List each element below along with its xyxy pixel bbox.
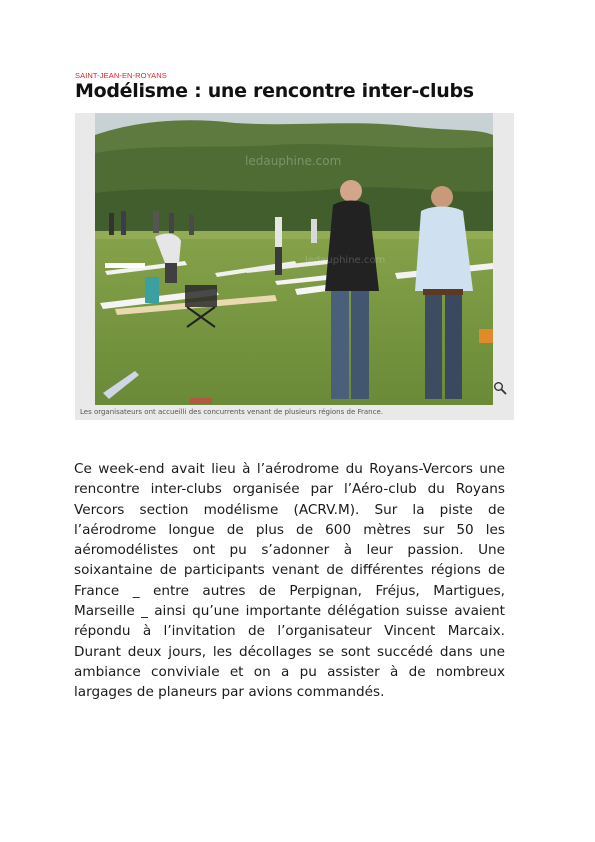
photo-watermark: ledauphine.com	[305, 255, 386, 266]
headline: Modélisme : une rencontre inter-clubs	[75, 80, 474, 102]
article-figure	[75, 113, 514, 420]
kicker: SAINT-JEAN-EN-ROYANS	[75, 71, 167, 80]
photo-watermark: ledauphine.com	[245, 154, 342, 168]
magnifier-icon[interactable]	[493, 381, 507, 395]
photo-caption: Les organisateurs ont accueilli des concurrents venant de plusieurs régions de France.	[80, 408, 383, 416]
article-photo	[95, 113, 493, 405]
article-body: Ce week-end avait lieu à l’aérodrome du Royans-Vercors une rencontre inter-clubs organisée par l’Aéro-club du Royans Vercors section modélisme (ACRV.M). Sur la piste de l’aérodrome longue de plus de 600 mètres sur 50 les aéromodélistes ont pu s’adonner à leur passion. Une soixantaine de participants venant de différentes régions de France _ entre autres de Perpignan, Fréjus, Martigues, Marseille _ ainsi qu’une importante délégation suisse avaient répondu à l’invitation de l’organisateur Vincent Marcaix. Durant deux jours, les décollages se sont succédé dans une ambiance conviviale et on a pu assister à de nombreux largages de planeurs par avions commandés.	[74, 461, 505, 701]
